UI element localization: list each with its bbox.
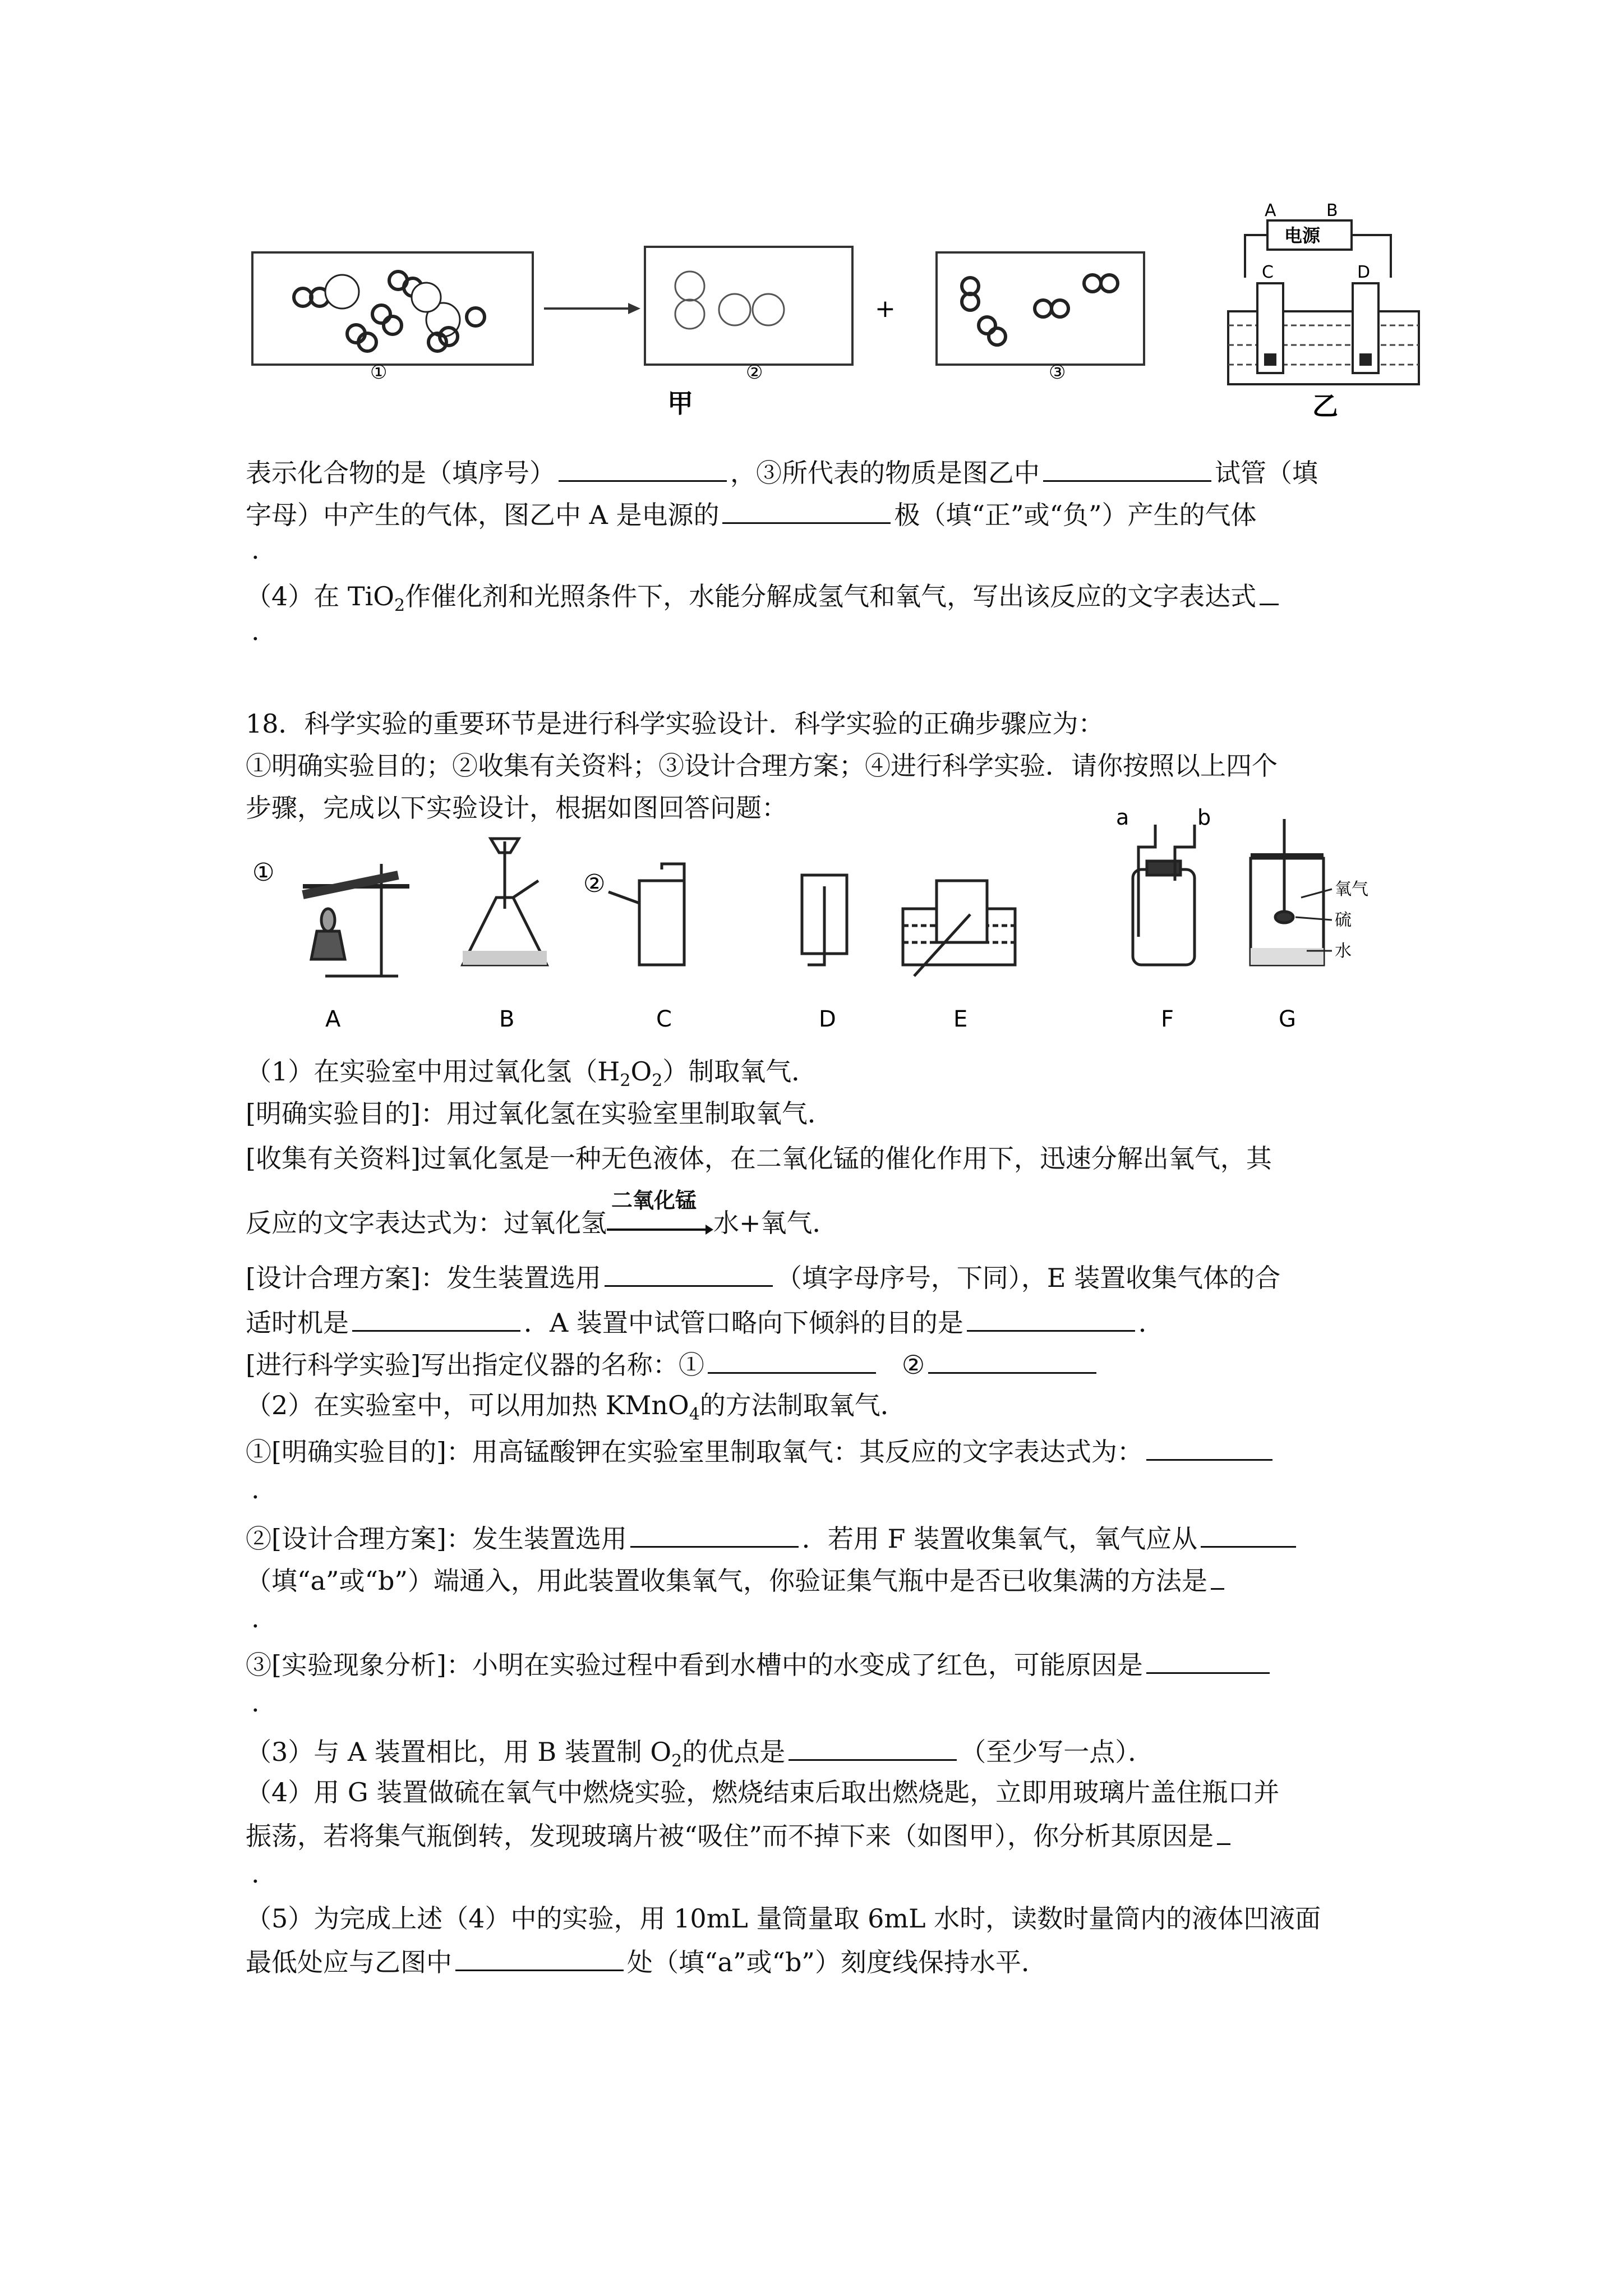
q18-blank-timing[interactable]	[352, 1304, 520, 1332]
q18-blank-instrument-2[interactable]	[928, 1346, 1096, 1374]
q18-design-4: （填“a”或“b”）端通入，用此装置收集氧气，你验证集气瓶中是否已收集满的方法是	[246, 1562, 1228, 1598]
g-label-oxygen: 氧气	[1335, 880, 1368, 899]
apparatus-label-d: D	[819, 1006, 836, 1032]
apparatus-label-e: E	[953, 1006, 968, 1032]
marker-2: ②	[583, 869, 606, 898]
q18-part-4-line-1: （4）用 G 装置做硫在氧气中燃烧实验，燃烧结束后取出燃烧匙，立即用玻璃片盖住瓶口并	[246, 1777, 1280, 1807]
q18-steps: ①明确实验目的；②收集有关资料；③设计合理方案；④进行科学实验．请你按照以上四个	[246, 751, 1278, 781]
panel-2-label: ②	[746, 361, 763, 384]
q18-part-5-line-2: 最低处应与乙图中 处（填“a”或“b”）刻度线保持水平．	[246, 1944, 1047, 1979]
q17-line-5: .	[251, 616, 260, 646]
q18-part-1: （1）在实验室中用过氧化氢$(H_2O_2)$制取氧气．	[246, 1056, 818, 1091]
apparatus-label-g: G	[1279, 1006, 1296, 1032]
q18-analysis: ③[实验现象分析]：小明在实验过程中看到水槽中的水变成了红色，可能原因是	[246, 1646, 1273, 1682]
q18-blank-instrument-1[interactable]	[708, 1346, 876, 1374]
reaction-arrow	[607, 1228, 709, 1231]
q18-design-1: [设计合理方案]：发生装置选用 （填字母序号，下同），E 装置收集气体的合	[246, 1259, 1280, 1295]
q18-design-3: ②[设计合理方案]：发生装置选用 ．若用 F 装置收集氧气，氧气应从	[246, 1520, 1299, 1556]
q17-line-3: .	[251, 535, 260, 565]
g-label-water: 水	[1335, 941, 1352, 961]
q18-purpose-2: ①[明确实验目的]：用高锰酸钾在实验室里制取氧气：其反应的文字表达式为：	[246, 1433, 1276, 1469]
caption-jia: 甲	[667, 388, 693, 418]
q18-info-1: [收集有关资料]过氧化氢是一种无色液体，在二氧化锰的催化作用下，迅速分解出氧气，其	[246, 1143, 1272, 1174]
q18-design-2: 适时机是 ．A 装置中试管口略向下倾斜的目的是 ．	[246, 1304, 1164, 1340]
caption-yi: 乙	[1312, 391, 1338, 421]
reaction-arrow-head	[706, 1225, 713, 1235]
q18-part-5-line-1: （5）为完成上述（4）中的实验，用 10mL 量筒量取 6mL 水时，读数时量筒内的液体凹液面	[246, 1903, 1321, 1934]
q18-title: 18．科学实验的重要环节是进行科学实验设计．科学实验的正确步骤应为：	[246, 708, 1104, 739]
q17-line-1: 表示化合物的是（填序号） ，③所代表的物质是图乙中 试管（填	[246, 454, 1318, 490]
f-port-a: a	[1116, 808, 1129, 830]
q18-blank-red-water[interactable]	[1146, 1646, 1270, 1674]
q18-purpose-1: [明确实验目的]：用过氧化氢在实验室里制取氧气．	[246, 1098, 833, 1129]
q17-blank-pole[interactable]	[722, 496, 891, 524]
tube-d-label: D	[1357, 263, 1371, 282]
q17-blank-tube[interactable]	[1043, 454, 1211, 482]
apparatus-label-f: F	[1161, 1006, 1174, 1032]
q18-blank-port[interactable]	[1201, 1520, 1296, 1548]
g-label-sulfur: 硫	[1335, 910, 1352, 930]
tube-c-label: C	[1262, 263, 1274, 282]
q18-part-2: （2）在实验室中，可以用加热 KMnO$_4$的方法制取氧气．	[246, 1390, 906, 1425]
figure-apparatus-a-to-g	[241, 808, 1419, 1043]
q18-dot-1: .	[251, 1474, 260, 1504]
q17-line-2: 字母）中产生的气体，图乙中 A 是电源的 极（填“正”或“负”）产生的气体	[246, 496, 1257, 532]
marker-1: ①	[252, 858, 275, 887]
q18-blank-reason[interactable]	[1217, 1818, 1230, 1845]
q18-blank-advantage[interactable]	[789, 1733, 957, 1761]
q17-blank-equation[interactable]	[1260, 578, 1279, 605]
q18-part-4-line-2: 振荡，若将集气瓶倒转，发现玻璃片被“吸住”而不掉下来（如图甲），你分析其原因是	[246, 1818, 1234, 1853]
q18-blank-purpose[interactable]	[967, 1304, 1135, 1332]
q18-dot-4: .	[251, 1858, 260, 1889]
q17-line-4: （4）在 TiO$_2$作催化剂和光照条件下，水能分解成氢气和氧气，写出该反应的文字表达式	[246, 578, 1282, 613]
q18-dot-2: .	[251, 1603, 260, 1634]
terminal-a-label: A	[1265, 201, 1276, 220]
terminal-b-label: B	[1326, 201, 1338, 220]
q18-blank-scale-mark[interactable]	[455, 1944, 624, 1971]
q18-part-3: （3）与 A 装置相比，用 B 装置制 $O_2$的优点是 （至少写一点）．	[246, 1733, 1154, 1769]
catalyst-label: 二氧化锰	[611, 1188, 697, 1213]
q18-blank-generator-2[interactable]	[630, 1520, 799, 1548]
q18-equation-line: 反应的文字表达式为：过氧化氢 二氧化锰 水+氧气．	[246, 1206, 838, 1240]
figure-yi-electrolysis	[1223, 199, 1436, 424]
q18-instruments: [进行科学实验]写出指定仪器的名称：① ②	[246, 1346, 1100, 1382]
q18-blank-kmno4-equation[interactable]	[1146, 1433, 1272, 1461]
apparatus-label-c: C	[656, 1006, 672, 1032]
f-port-b: b	[1197, 808, 1211, 830]
apparatus-label-b: B	[499, 1006, 515, 1032]
plus-sign: +	[875, 295, 896, 323]
q17-blank-compound[interactable]	[559, 454, 727, 482]
q18-intro: 步骤，完成以下实验设计，根据如图回答问题：	[246, 793, 787, 823]
q18-blank-full-check[interactable]	[1211, 1562, 1224, 1590]
apparatus-label-a: A	[325, 1006, 341, 1032]
q18-dot-3: .	[251, 1687, 260, 1718]
panel-1-label: ①	[370, 361, 388, 384]
power-supply-label: 电源	[1284, 225, 1321, 246]
panel-3-label: ③	[1049, 361, 1066, 384]
q18-blank-generator[interactable]	[605, 1259, 773, 1287]
